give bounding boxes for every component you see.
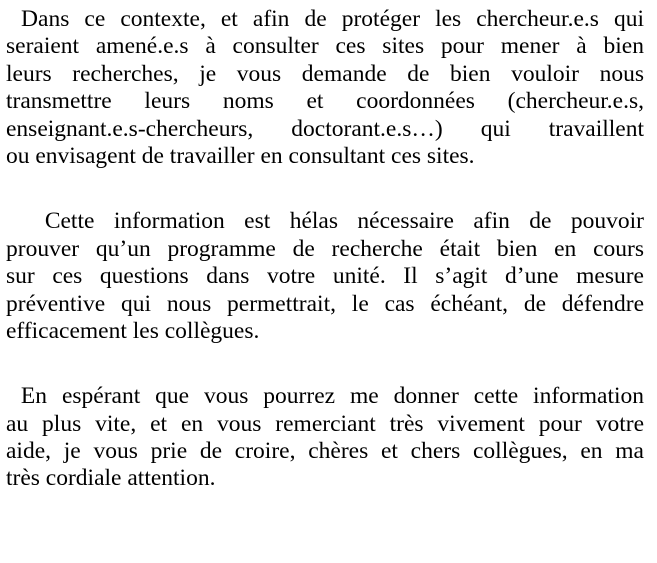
text-line: efficacement les collègues. xyxy=(6,317,260,344)
text-line: En espérant que vous pourrez me donner cette information xyxy=(6,383,644,410)
text-line: enseignant.e.s-chercheurs, doctorant.e.s…) qui travaillent xyxy=(6,115,644,142)
text-line: seraient amené.e.s à consulter ces sites pour mener à bien xyxy=(6,33,644,60)
letter-body xyxy=(6,3,644,493)
text-line: leurs recherches, je vous demande de bien vouloir nous xyxy=(6,60,644,87)
text-line: transmettre leurs noms et coordonnées (chercheur.e.s, xyxy=(6,88,644,115)
text-line: prouver qu’un programme de recherche était bien en cours xyxy=(6,235,644,262)
text-line: préventive qui nous permettrait, le cas échéant, de défendre xyxy=(6,290,644,317)
text-line: très cordiale attention. xyxy=(6,465,216,492)
text-line: Dans ce contexte, et afin de protéger les chercheur.e.s qui xyxy=(6,6,644,32)
paragraph-closing xyxy=(6,383,644,493)
text-line: ou envisagent de travailler en consultant ces sites. xyxy=(6,142,475,169)
paragraph-researchers-request xyxy=(6,6,644,170)
text-line: aide, je vous prie de croire, chères et chers collègues, en ma xyxy=(6,438,644,465)
text-line: Cette information est hélas nécessaire afin de pouvoir xyxy=(6,208,644,235)
paragraph-justification xyxy=(6,208,644,345)
text-line: sur ces questions dans votre unité. Il s’agit d’une mesure xyxy=(6,263,644,290)
text-line: au plus vite, et en vous remerciant très vivement pour votre xyxy=(6,410,644,437)
